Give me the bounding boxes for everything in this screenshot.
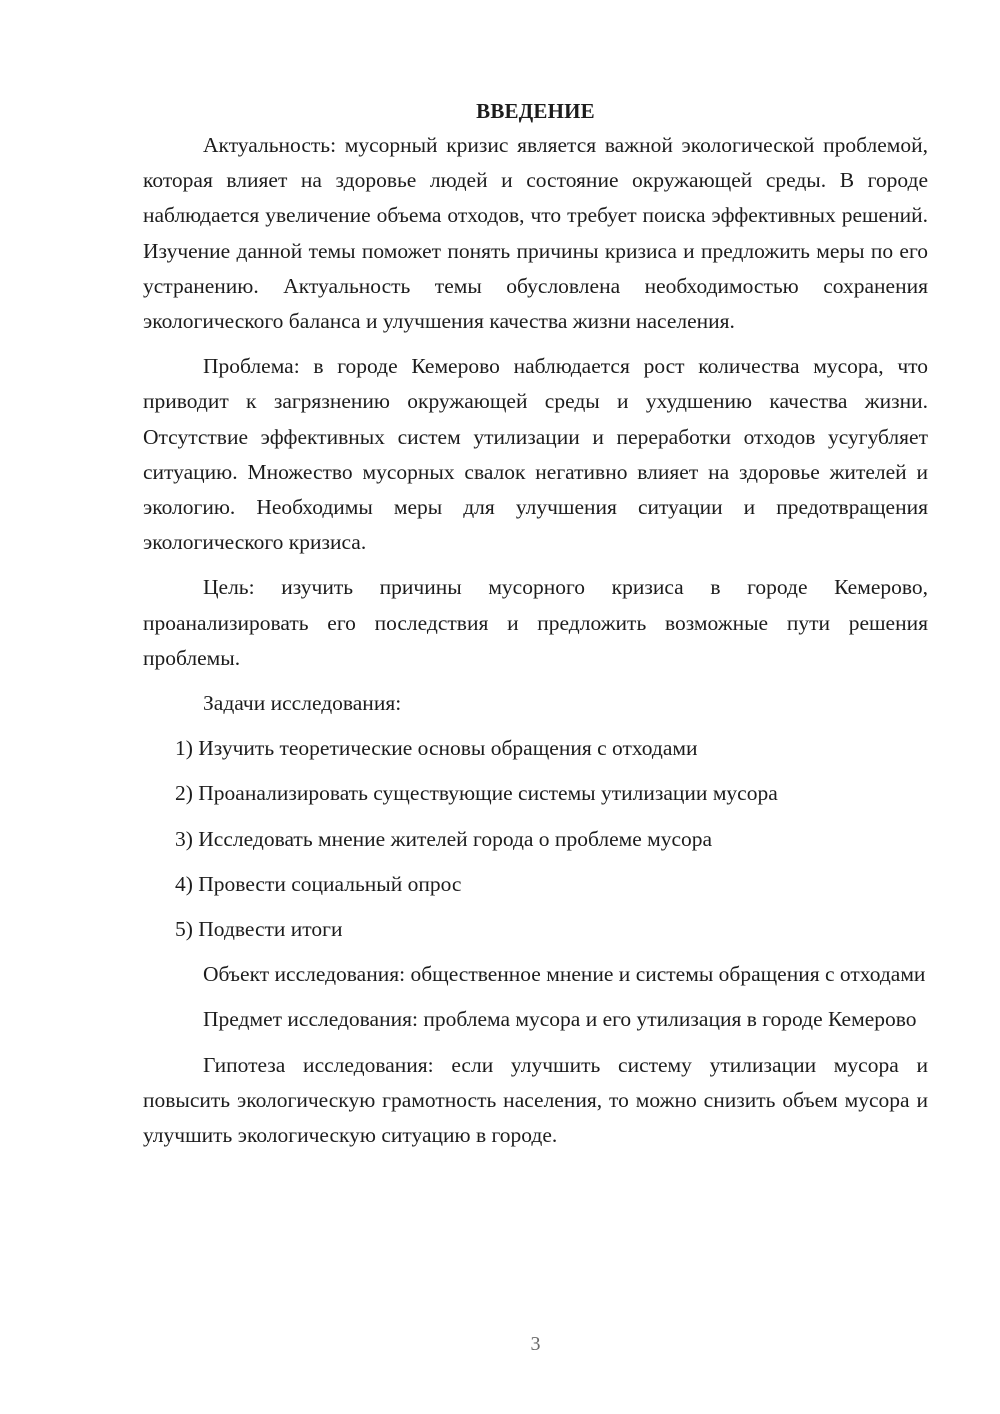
subject-paragraph: Предмет исследования: проблема мусора и его утилизация в городе Кемерово: [203, 1007, 917, 1032]
page-content: [143, 94, 928, 1153]
page-title: ВВЕДЕНИЕ: [476, 99, 595, 123]
task-list: [143, 731, 928, 947]
task-item: 2) Проанализировать существующие системы утилизации мусора: [175, 781, 778, 806]
task-item: 1) Изучить теоретические основы обращения с отходами: [175, 736, 698, 761]
task-item: 4) Провести социальный опрос: [175, 871, 462, 896]
hypothesis-paragraph: Гипотеза исследования: если улучшить систему утилизации мусора и повысить экологическую грамотность населения, то можно снизить объем мусора и улучшить экологическую ситуацию в городе.: [143, 1052, 928, 1148]
problem-paragraph: Проблема: в городе Кемерово наблюдается рост количества мусора, что приводит к загрязнению окружающей среды и ухудшению качества жизни. Отсутствие эффективных систем утилизации и переработки отходов усугубляет ситуацию. Множество мусорных свалок негативно влияет на здоровье жителей и экологию. Необходимы меры для улучшения ситуации и предотвращения экологического кризиса.: [143, 354, 928, 555]
goal-paragraph: Цель: изучить причины мусорного кризиса в городе Кемерово, проанализировать его последствия и предложить возможные пути решения проблемы.: [143, 575, 928, 670]
page-number: 3: [530, 1333, 541, 1355]
task-item: 5) Подвести итоги: [175, 917, 343, 942]
relevance-paragraph: Актуальность: мусорный кризис является важной экологической проблемой, которая влияет на здоровье людей и состояние окружающей среды. В городе наблюдается увеличение объема отходов, что требует поиска эффективных решений. Изучение данной темы поможет понять причины кризиса и предложить меры по его устранению. Актуальность темы обусловлена необходимостью сохранения экологического баланса и улучшения качества жизни населения.: [143, 133, 928, 334]
tasks-heading: Задачи исследования:: [203, 691, 402, 716]
object-paragraph: Объект исследования: общественное мнение и системы обращения с отходами: [203, 962, 926, 987]
task-item: 3) Исследовать мнение жителей города о проблеме мусора: [175, 826, 713, 851]
